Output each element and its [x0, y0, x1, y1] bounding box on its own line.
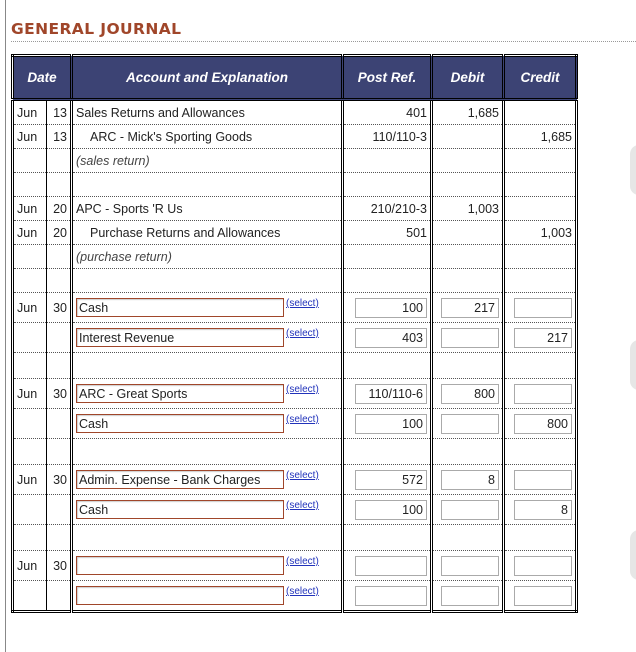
date-month — [13, 465, 47, 495]
credit-cell — [504, 125, 577, 149]
account-input[interactable]: Cash — [76, 500, 284, 519]
date-day — [47, 125, 72, 149]
post-ref-text: 210/210-3 — [370, 201, 427, 216]
debit-cell — [432, 439, 504, 465]
select-account-link[interactable]: (select) — [286, 586, 319, 597]
account-cell — [72, 173, 343, 197]
debit-input[interactable] — [441, 500, 499, 520]
credit-input[interactable] — [514, 298, 572, 318]
post-ref-cell — [343, 100, 432, 125]
debit-cell — [432, 100, 504, 125]
date-month — [13, 269, 47, 293]
credit-cell — [504, 197, 577, 221]
header-debit: Debit — [432, 56, 504, 100]
header-date: Date — [13, 56, 72, 100]
date-month — [13, 197, 47, 221]
account-input[interactable]: Cash — [76, 298, 284, 317]
post-ref-input[interactable] — [355, 556, 427, 576]
post-ref-text: 501 — [406, 225, 427, 240]
debit-cell — [432, 551, 504, 581]
account-cell — [72, 269, 343, 293]
credit-cell — [504, 245, 577, 269]
post-ref-input[interactable]: 110/110-6 — [355, 384, 427, 404]
explanation-row — [13, 245, 577, 269]
table-row — [13, 197, 577, 221]
explanation-text: (sales return) — [76, 153, 150, 168]
month-text: Jun — [17, 558, 38, 573]
debit-cell — [432, 581, 504, 612]
credit-text: 1,685 — [540, 129, 572, 144]
month-text: Jun — [17, 386, 38, 401]
date-month — [13, 245, 47, 269]
entry-row — [13, 581, 577, 612]
account-cell — [72, 581, 343, 612]
credit-input[interactable] — [514, 384, 572, 404]
credit-cell — [504, 353, 577, 379]
select-account-link[interactable]: (select) — [286, 470, 319, 481]
date-day — [47, 245, 72, 269]
account-cell — [72, 323, 343, 353]
select-account-link[interactable]: (select) — [286, 384, 319, 395]
select-account-link[interactable]: (select) — [286, 328, 319, 339]
credit-text: 1,003 — [540, 225, 572, 240]
date-month — [13, 221, 47, 245]
post-ref-cell — [343, 149, 432, 173]
account-text: ARC - Mick's Sporting Goods — [90, 129, 253, 144]
date-day — [47, 323, 72, 353]
date-month — [13, 173, 47, 197]
post-ref-cell — [343, 581, 432, 612]
spacer-row — [13, 525, 577, 551]
day-text: 30 — [53, 300, 67, 315]
debit-cell — [432, 149, 504, 173]
explanation-row — [13, 149, 577, 173]
debit-cell — [432, 353, 504, 379]
journal-table — [11, 54, 578, 613]
month-text: Jun — [17, 300, 38, 315]
account-cell — [72, 100, 343, 125]
account-cell — [72, 495, 343, 525]
date-month — [13, 525, 47, 551]
debit-cell — [432, 221, 504, 245]
credit-input[interactable]: 217 — [514, 328, 572, 348]
post-ref-cell — [343, 173, 432, 197]
account-cell — [72, 525, 343, 551]
date-month — [13, 409, 47, 439]
account-cell — [72, 149, 343, 173]
day-text: 13 — [53, 105, 67, 120]
header-credit: Credit — [504, 56, 577, 100]
credit-cell — [504, 293, 577, 323]
account-text: Sales Returns and Allowances — [76, 105, 245, 120]
date-month — [13, 149, 47, 173]
credit-cell — [504, 269, 577, 293]
date-day — [47, 353, 72, 379]
post-ref-cell — [343, 525, 432, 551]
account-cell — [72, 439, 343, 465]
debit-input[interactable]: 8 — [441, 470, 499, 490]
post-ref-cell — [343, 495, 432, 525]
account-cell — [72, 245, 343, 269]
day-text: 30 — [53, 386, 67, 401]
debit-cell — [432, 125, 504, 149]
select-account-link[interactable]: (select) — [286, 556, 319, 567]
scroll-decoration — [630, 145, 636, 195]
date-day — [47, 581, 72, 612]
date-month — [13, 379, 47, 409]
account-input[interactable]: Admin. Expense - Bank Charges — [76, 470, 284, 489]
post-ref-input[interactable]: 572 — [355, 470, 427, 490]
month-text: Jun — [17, 225, 38, 240]
credit-input[interactable] — [514, 586, 572, 606]
date-day — [47, 525, 72, 551]
debit-cell — [432, 525, 504, 551]
explanation-text: (purchase return) — [76, 249, 172, 264]
date-month — [13, 323, 47, 353]
account-cell — [72, 353, 343, 379]
credit-input[interactable]: 8 — [514, 500, 572, 520]
credit-input[interactable] — [514, 470, 572, 490]
credit-cell — [504, 465, 577, 495]
date-month — [13, 551, 47, 581]
spacer-row — [13, 173, 577, 197]
post-ref-cell — [343, 221, 432, 245]
entry-row — [13, 293, 577, 323]
post-ref-input[interactable] — [355, 586, 427, 606]
page-border — [5, 0, 6, 652]
date-day — [47, 221, 72, 245]
account-cell — [72, 551, 343, 581]
spacer-row — [13, 269, 577, 293]
credit-input[interactable] — [514, 556, 572, 576]
debit-input[interactable]: 800 — [441, 384, 499, 404]
entry-row — [13, 551, 577, 581]
credit-cell — [504, 495, 577, 525]
entry-row — [13, 495, 577, 525]
select-account-link[interactable]: (select) — [286, 414, 319, 425]
table-row — [13, 100, 577, 125]
date-day — [47, 495, 72, 525]
date-day — [47, 149, 72, 173]
date-month — [13, 100, 47, 125]
date-month — [13, 293, 47, 323]
debit-input[interactable]: 217 — [441, 298, 499, 318]
spacer-row — [13, 439, 577, 465]
date-month — [13, 439, 47, 465]
select-account-link[interactable]: (select) — [286, 500, 319, 511]
account-cell — [72, 197, 343, 221]
title-divider — [11, 41, 636, 42]
account-input[interactable] — [76, 586, 284, 605]
credit-cell — [504, 439, 577, 465]
date-day — [47, 465, 72, 495]
post-ref-cell — [343, 439, 432, 465]
date-day — [47, 379, 72, 409]
debit-cell — [432, 379, 504, 409]
month-text: Jun — [17, 201, 38, 216]
credit-input[interactable]: 800 — [514, 414, 572, 434]
debit-cell — [432, 409, 504, 439]
month-text: Jun — [17, 472, 38, 487]
credit-cell — [504, 149, 577, 173]
credit-cell — [504, 525, 577, 551]
post-ref-cell — [343, 323, 432, 353]
date-day — [47, 409, 72, 439]
date-day — [47, 173, 72, 197]
debit-input[interactable] — [441, 556, 499, 576]
post-ref-input[interactable]: 100 — [355, 500, 427, 520]
table-row — [13, 125, 577, 149]
date-month — [13, 495, 47, 525]
credit-cell — [504, 323, 577, 353]
post-ref-cell — [343, 197, 432, 221]
day-text: 13 — [53, 129, 67, 144]
post-ref-cell — [343, 125, 432, 149]
day-text: 20 — [53, 225, 67, 240]
account-cell — [72, 379, 343, 409]
debit-cell — [432, 197, 504, 221]
debit-cell — [432, 495, 504, 525]
post-ref-cell — [343, 269, 432, 293]
month-text: Jun — [17, 105, 38, 120]
date-month — [13, 353, 47, 379]
post-ref-cell — [343, 551, 432, 581]
account-cell — [72, 221, 343, 245]
credit-cell — [504, 379, 577, 409]
account-cell — [72, 409, 343, 439]
scroll-decoration — [630, 340, 636, 390]
credit-cell — [504, 551, 577, 581]
select-account-link[interactable]: (select) — [286, 298, 319, 309]
debit-cell — [432, 465, 504, 495]
post-ref-cell — [343, 465, 432, 495]
entry-row — [13, 323, 577, 353]
debit-cell — [432, 293, 504, 323]
debit-input[interactable] — [441, 414, 499, 434]
entry-row — [13, 409, 577, 439]
date-day — [47, 551, 72, 581]
account-cell — [72, 125, 343, 149]
credit-cell — [504, 581, 577, 612]
credit-cell — [504, 100, 577, 125]
date-day — [47, 293, 72, 323]
account-text: Purchase Returns and Allowances — [90, 225, 281, 240]
post-ref-input[interactable]: 100 — [355, 298, 427, 318]
debit-cell — [432, 323, 504, 353]
header-post-ref: Post Ref. — [343, 56, 432, 100]
post-ref-cell — [343, 409, 432, 439]
post-ref-cell — [343, 245, 432, 269]
header-account: Account and Explanation — [72, 56, 343, 100]
post-ref-cell — [343, 379, 432, 409]
account-cell — [72, 293, 343, 323]
date-month — [13, 125, 47, 149]
debit-cell — [432, 173, 504, 197]
credit-cell — [504, 221, 577, 245]
day-text: 30 — [53, 472, 67, 487]
entry-row — [13, 465, 577, 495]
date-day — [47, 269, 72, 293]
debit-text: 1,003 — [467, 201, 499, 216]
debit-cell — [432, 269, 504, 293]
account-input[interactable]: Interest Revenue — [76, 328, 284, 347]
month-text: Jun — [17, 129, 38, 144]
account-input[interactable] — [76, 556, 284, 575]
scroll-decoration — [630, 530, 636, 580]
credit-cell — [504, 173, 577, 197]
post-ref-input[interactable]: 403 — [355, 328, 427, 348]
day-text: 30 — [53, 558, 67, 573]
spacer-row — [13, 353, 577, 379]
debit-input[interactable] — [441, 328, 499, 348]
account-text: APC - Sports 'R Us — [76, 201, 183, 216]
post-ref-text: 401 — [406, 105, 427, 120]
post-ref-cell — [343, 293, 432, 323]
day-text: 20 — [53, 201, 67, 216]
post-ref-cell — [343, 353, 432, 379]
account-input[interactable]: ARC - Great Sports — [76, 384, 284, 403]
date-day — [47, 197, 72, 221]
credit-cell — [504, 409, 577, 439]
account-cell — [72, 465, 343, 495]
date-day — [47, 100, 72, 125]
entry-row — [13, 379, 577, 409]
page-title: GENERAL JOURNAL — [11, 20, 182, 38]
post-ref-input[interactable]: 100 — [355, 414, 427, 434]
debit-input[interactable] — [441, 586, 499, 606]
date-month — [13, 581, 47, 612]
table-row — [13, 221, 577, 245]
account-input[interactable]: Cash — [76, 414, 284, 433]
post-ref-text: 110/110-3 — [372, 129, 427, 144]
debit-text: 1,685 — [467, 105, 499, 120]
debit-cell — [432, 245, 504, 269]
date-day — [47, 439, 72, 465]
